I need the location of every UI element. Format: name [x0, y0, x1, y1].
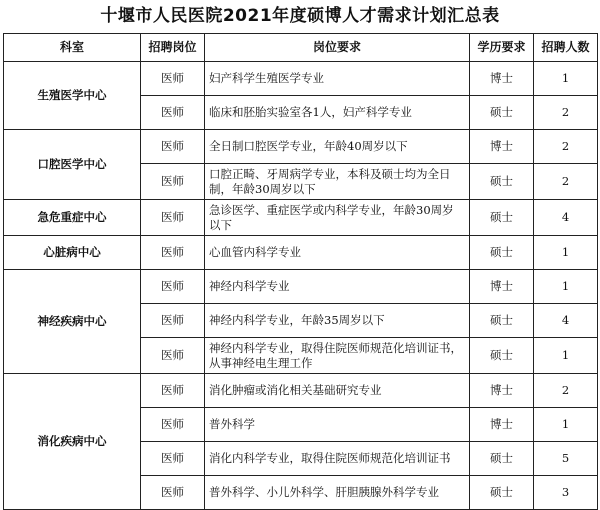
- requirement-cell: 神经内科学专业，年龄35周岁以下: [205, 304, 470, 338]
- education-cell: 硕士: [470, 476, 534, 510]
- dept-cell: 心脏病中心: [4, 236, 141, 270]
- education-cell: 博士: [470, 130, 534, 164]
- requirement-cell: 普外科学: [205, 408, 470, 442]
- count-cell: 1: [534, 270, 598, 304]
- recruitment-table: [3, 33, 598, 510]
- count-cell: 3: [534, 476, 598, 510]
- header-count: 招聘人数: [534, 34, 598, 62]
- education-cell: 硕士: [470, 442, 534, 476]
- position-cell: 医师: [141, 408, 205, 442]
- education-cell: 博士: [470, 62, 534, 96]
- header-dept: 科室: [4, 34, 141, 62]
- header-education: 学历要求: [470, 34, 534, 62]
- header-position: 招聘岗位: [141, 34, 205, 62]
- requirement-cell: 消化肿瘤或消化相关基础研究专业: [205, 374, 470, 408]
- position-cell: 医师: [141, 476, 205, 510]
- education-cell: 硕士: [470, 236, 534, 270]
- dept-cell: 神经疾病中心: [4, 270, 141, 374]
- requirement-cell: 心血管内科学专业: [205, 236, 470, 270]
- position-cell: 医师: [141, 62, 205, 96]
- dept-cell: 生殖医学中心: [4, 62, 141, 130]
- requirement-cell: 急诊医学、重症医学或内科学专业，年龄30周岁以下: [205, 200, 470, 236]
- dept-cell: 消化疾病中心: [4, 374, 141, 510]
- position-cell: 医师: [141, 304, 205, 338]
- education-cell: 硕士: [470, 338, 534, 374]
- requirement-cell: 全日制口腔医学专业，年龄40周岁以下: [205, 130, 470, 164]
- education-cell: 博士: [470, 374, 534, 408]
- count-cell: 2: [534, 96, 598, 130]
- position-cell: 医师: [141, 442, 205, 476]
- position-cell: 医师: [141, 270, 205, 304]
- requirement-cell: 神经内科学专业，取得住院医师规范化培训证书，从事神经电生理工作: [205, 338, 470, 374]
- table-row: [4, 270, 598, 304]
- requirement-cell: 口腔正畸、牙周病学专业，本科及硕士均为全日制，年龄30周岁以下: [205, 164, 470, 200]
- requirement-cell: 普外科学、小儿外科学、肝胆胰腺外科学专业: [205, 476, 470, 510]
- position-cell: 医师: [141, 374, 205, 408]
- count-cell: 1: [534, 408, 598, 442]
- position-cell: 医师: [141, 200, 205, 236]
- table-header-row: [4, 34, 598, 62]
- count-cell: 1: [534, 338, 598, 374]
- header-requirement: 岗位要求: [205, 34, 470, 62]
- education-cell: 硕士: [470, 304, 534, 338]
- position-cell: 医师: [141, 96, 205, 130]
- dept-cell: 急危重症中心: [4, 200, 141, 236]
- count-cell: 1: [534, 62, 598, 96]
- position-cell: 医师: [141, 236, 205, 270]
- count-cell: 4: [534, 200, 598, 236]
- table-row: [4, 200, 598, 236]
- position-cell: 医师: [141, 130, 205, 164]
- requirement-cell: 神经内科学专业: [205, 270, 470, 304]
- count-cell: 2: [534, 130, 598, 164]
- requirement-cell: 妇产科学生殖医学专业: [205, 62, 470, 96]
- table-row: [4, 374, 598, 408]
- table-row: [4, 236, 598, 270]
- count-cell: 2: [534, 164, 598, 200]
- education-cell: 博士: [470, 408, 534, 442]
- education-cell: 硕士: [470, 200, 534, 236]
- education-cell: 硕士: [470, 164, 534, 200]
- education-cell: 硕士: [470, 96, 534, 130]
- page-title: 十堰市人民医院2021年度硕博人才需求计划汇总表: [100, 6, 500, 26]
- position-cell: 医师: [141, 164, 205, 200]
- dept-cell: 口腔医学中心: [4, 130, 141, 200]
- requirement-cell: 消化内科学专业，取得住院医师规范化培训证书: [205, 442, 470, 476]
- table-row: [4, 62, 598, 96]
- count-cell: 1: [534, 236, 598, 270]
- count-cell: 4: [534, 304, 598, 338]
- table-row: [4, 130, 598, 164]
- count-cell: 2: [534, 374, 598, 408]
- position-cell: 医师: [141, 338, 205, 374]
- requirement-cell: 临床和胚胎实验室各1人，妇产科学专业: [205, 96, 470, 130]
- education-cell: 博士: [470, 270, 534, 304]
- count-cell: 5: [534, 442, 598, 476]
